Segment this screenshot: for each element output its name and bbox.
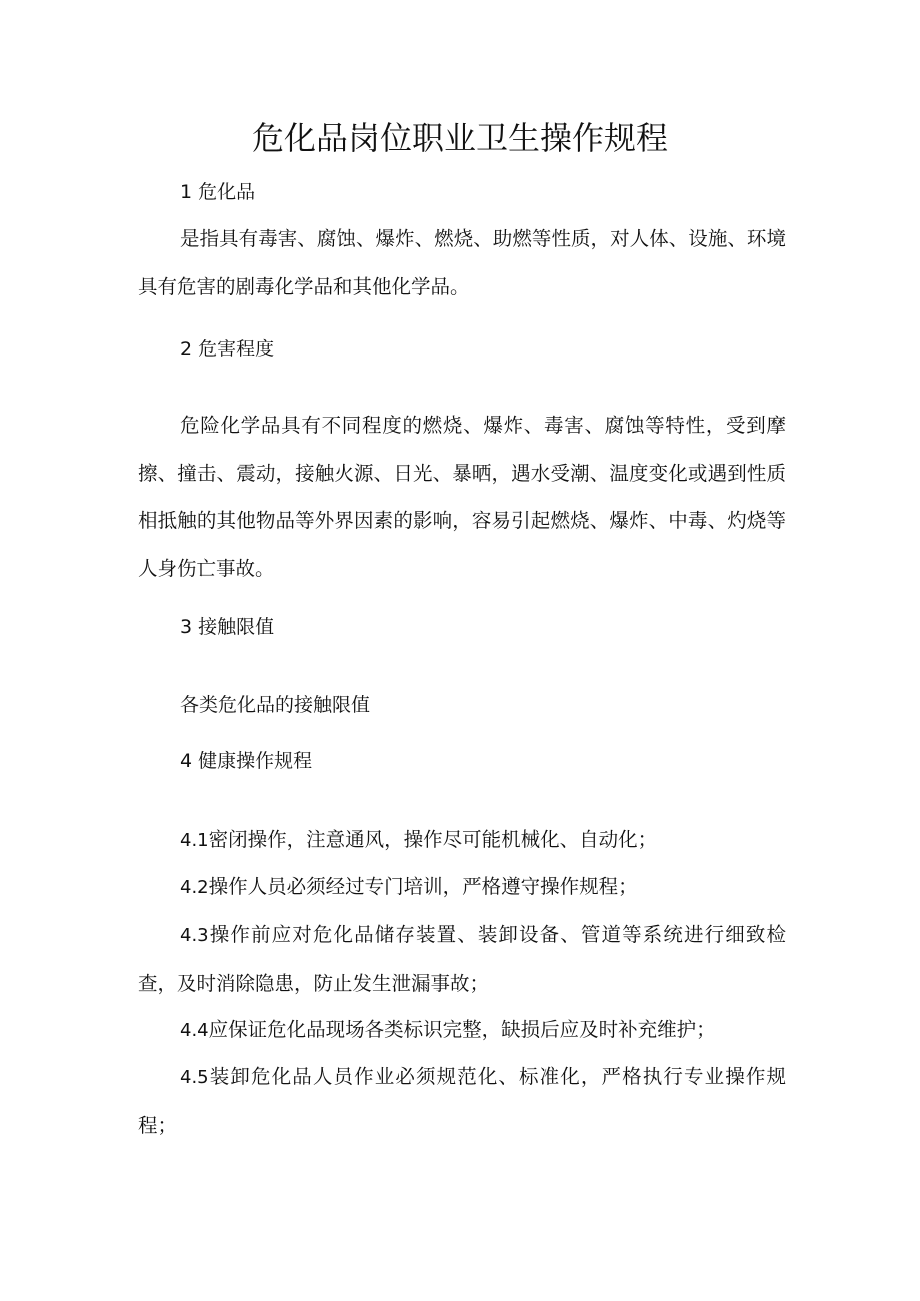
procedure-item bbox=[138, 911, 786, 1007]
document-title: 危化品岗位职业卫生操作规程 bbox=[251, 119, 668, 157]
procedure-item bbox=[138, 1053, 786, 1149]
procedure-item-number: 4.4 bbox=[180, 1020, 209, 1041]
section-heading-exposure-limits: 3 接触限值 bbox=[180, 616, 275, 638]
procedure-item bbox=[138, 816, 786, 865]
procedure-item-number: 4.2 bbox=[180, 877, 209, 898]
section-heading-hazardous-chemicals: 1 危化品 bbox=[180, 181, 256, 203]
procedure-item bbox=[138, 863, 786, 912]
section-heading-health-procedures: 4 健康操作规程 bbox=[180, 750, 313, 772]
section-body-hazard-level: 危险化学品具有不同程度的燃烧、爆炸、毒害、腐蚀等特性，受到摩擦、撞击、震动，接触火源、日光、暴晒，遇水受潮、温度变化或遇到性质相抵触的其他物品等外界因素的影响，容易引起燃烧、爆炸、中毒、灼烧等人身伤亡事故。 bbox=[138, 414, 786, 580]
procedure-item-number: 4.5 bbox=[180, 1067, 209, 1088]
section-body-exposure-limits: 各类危化品的接触限值 bbox=[180, 694, 371, 716]
procedure-item-text: 操作前应对危化品储存装置、装卸设备、管道等系统进行细致检查，及时消除隐患，防止发生泄漏事故； bbox=[138, 923, 786, 995]
procedure-item-text: 操作人员必须经过专门培训，严格遵守操作规程； bbox=[208, 875, 638, 898]
procedure-item bbox=[138, 1006, 786, 1055]
procedure-item-text: 密闭操作，注意通风，操作尽可能机械化、自动化； bbox=[208, 828, 658, 851]
procedure-item-number: 4.3 bbox=[180, 925, 209, 946]
section-body-hazardous-chemicals: 是指具有毒害、腐蚀、爆炸、燃烧、助燃等性质，对人体、设施、环境具有危害的剧毒化学品和其他化学品。 bbox=[138, 227, 786, 298]
procedure-item-text: 应保证危化品现场各类标识完整，缺损后应及时补充维护； bbox=[208, 1018, 716, 1041]
section-heading-hazard-level: 2 危害程度 bbox=[180, 338, 275, 360]
procedure-item-text: 装卸危化品人员作业必须规范化、标准化，严格执行专业操作规程； bbox=[138, 1065, 786, 1137]
procedure-item-number: 4.1 bbox=[180, 830, 209, 851]
